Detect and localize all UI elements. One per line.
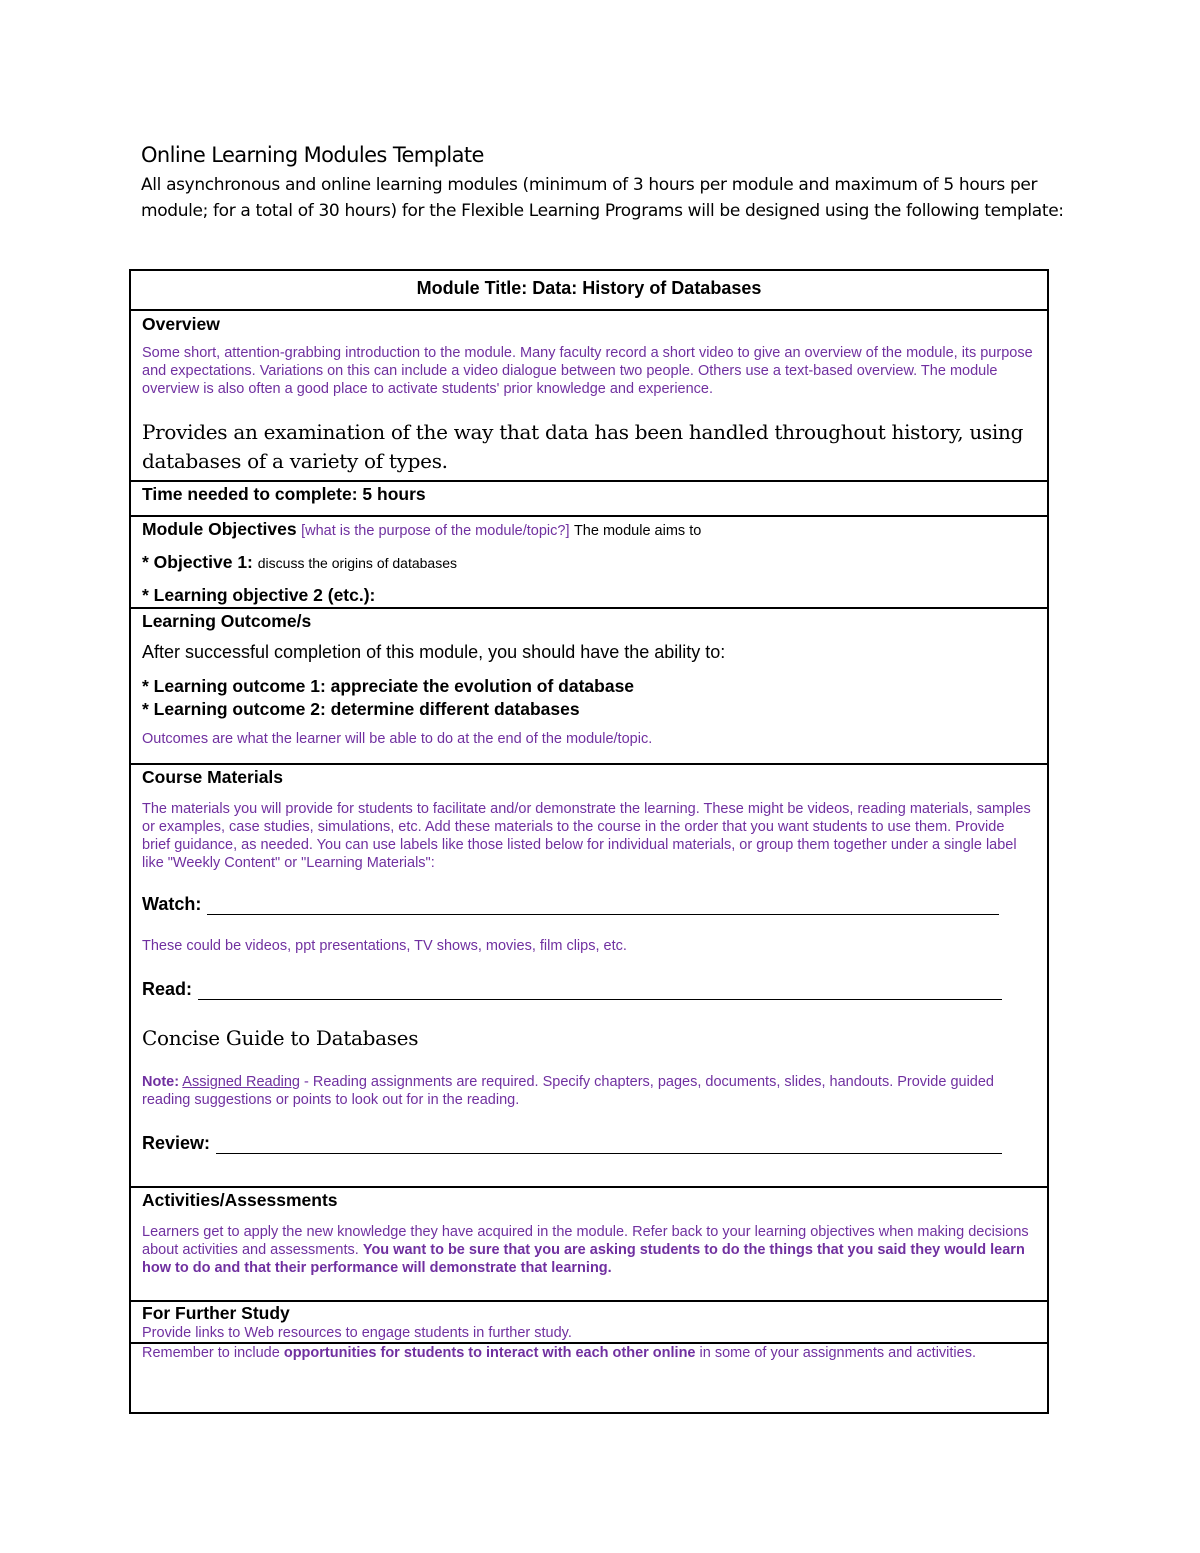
- reading-note: [142, 1073, 1036, 1109]
- outcomes-lead: After successful completion of this module, you should have the ability to:: [142, 642, 726, 662]
- module-title-row: [131, 271, 1047, 309]
- materials-guidance: The materials you will provide for students to facilitate and/or demonstrate the learning. These might be videos, reading materials, samples or examples, case studies, simulations, etc. Add these materials to the course in the order that you want students to use them. Provide brief guidance, as needed. You can use labels like those listed below for individual materials, or group them together under a single label like "Weekly Content" or "Learning Materials":: [142, 801, 1031, 871]
- watch-note: These could be videos, ppt presentations, TV shows, movies, film clips, etc.: [142, 938, 627, 954]
- review-blank-line: [216, 1135, 1002, 1154]
- review-field: [142, 1133, 1036, 1154]
- assigned-reading-link[interactable]: Assigned Reading: [182, 1074, 300, 1090]
- outcomes-guidance: Outcomes are what the learner will be able to do at the end of the module/topic.: [142, 731, 653, 747]
- materials-heading: Course Materials: [142, 767, 284, 787]
- outcome-1: * Learning outcome 1: appreciate the evolution of database: [142, 676, 635, 696]
- further-study-row: [131, 1300, 1047, 1342]
- objectives-heading: Module Objectives: [142, 519, 297, 539]
- outcomes-row: [131, 607, 1047, 763]
- objectives-lead: The module aims to: [573, 523, 702, 539]
- outcomes-heading: Learning Outcome/s: [142, 611, 312, 631]
- reminder-row: [131, 1342, 1047, 1412]
- read-item: Concise Guide to Databases: [142, 1026, 419, 1050]
- overview-guidance: Some short, attention-grabbing introduction to the module. Many faculty record a short video to give an overview of the module, its purpose and expectations. Variations on this can include a video dialogue between two people. Others use a text-based overview. The module overview is also often a good place to activate students' prior knowledge and experience.: [142, 345, 1033, 397]
- note-text: - Reading assignments are required. Specify chapters, pages, documents, slides, handouts. Provide guided reading suggestions or points to look out for in the reading.: [142, 1074, 994, 1108]
- watch-label: Watch:: [142, 894, 202, 914]
- watch-blank-line: [207, 896, 999, 915]
- further-study-guidance: Provide links to Web resources to engage students in further study.: [142, 1325, 572, 1341]
- reminder-emphasis: opportunities for students to interact with each other online: [283, 1345, 696, 1361]
- overview-heading: Overview: [142, 314, 220, 334]
- review-label: Review:: [142, 1133, 211, 1153]
- time-needed-row: [131, 480, 1047, 515]
- reminder-text: [142, 1344, 1036, 1362]
- overview-content: Provides an examination of the way that data has been handled throughout history, using databases of a variety of types.: [142, 420, 1024, 473]
- further-study-heading: For Further Study: [142, 1303, 290, 1323]
- objective-1-text: discuss the origins of databases: [257, 555, 457, 571]
- activities-guidance: Learners get to apply the new knowledge they have acquired in the module. Refer back to your learning objectives when making decisions about activities and assessments.: [142, 1224, 1029, 1258]
- read-label: Read:: [142, 979, 193, 999]
- objectives-row: [131, 515, 1047, 607]
- activities-row: [131, 1186, 1047, 1300]
- activities-emphasis: You want to be sure that you are asking students to do the things that you said they would learn how to do and that their performance will demonstrate that learning.: [142, 1242, 1025, 1276]
- reminder-lead: Remember to include: [142, 1345, 284, 1361]
- module-title: Module Title: Data: History of Databases: [416, 278, 762, 298]
- objective-1-label: * Objective 1:: [142, 552, 253, 572]
- intro-paragraph: All asynchronous and online learning modules (minimum of 3 hours per module and maximum of 5 hours per module; for a total of 30 hours) for the Flexible Learning Programs will be designed using the following template:: [141, 175, 1064, 221]
- activities-guidance-block: [142, 1223, 1036, 1277]
- outcome-2: * Learning outcome 2: determine different databases: [142, 699, 580, 719]
- read-blank-line: [198, 981, 1002, 1000]
- objectives-question: [what is the purpose of the module/topic?]: [301, 523, 570, 539]
- page-title: Online Learning Modules Template: [141, 143, 484, 167]
- overview-row: [131, 309, 1047, 480]
- watch-field: [142, 894, 1036, 915]
- note-label: Note:: [142, 1074, 180, 1090]
- reminder-tail: in some of your assignments and activities.: [695, 1345, 976, 1361]
- materials-row: [131, 763, 1047, 1186]
- module-template-table: [129, 269, 1049, 1414]
- objective-2-label: * Learning objective 2 (etc.):: [142, 585, 376, 605]
- activities-heading: Activities/Assessments: [142, 1190, 338, 1210]
- time-needed: Time needed to complete: 5 hours: [142, 484, 426, 504]
- read-field: [142, 979, 1036, 1000]
